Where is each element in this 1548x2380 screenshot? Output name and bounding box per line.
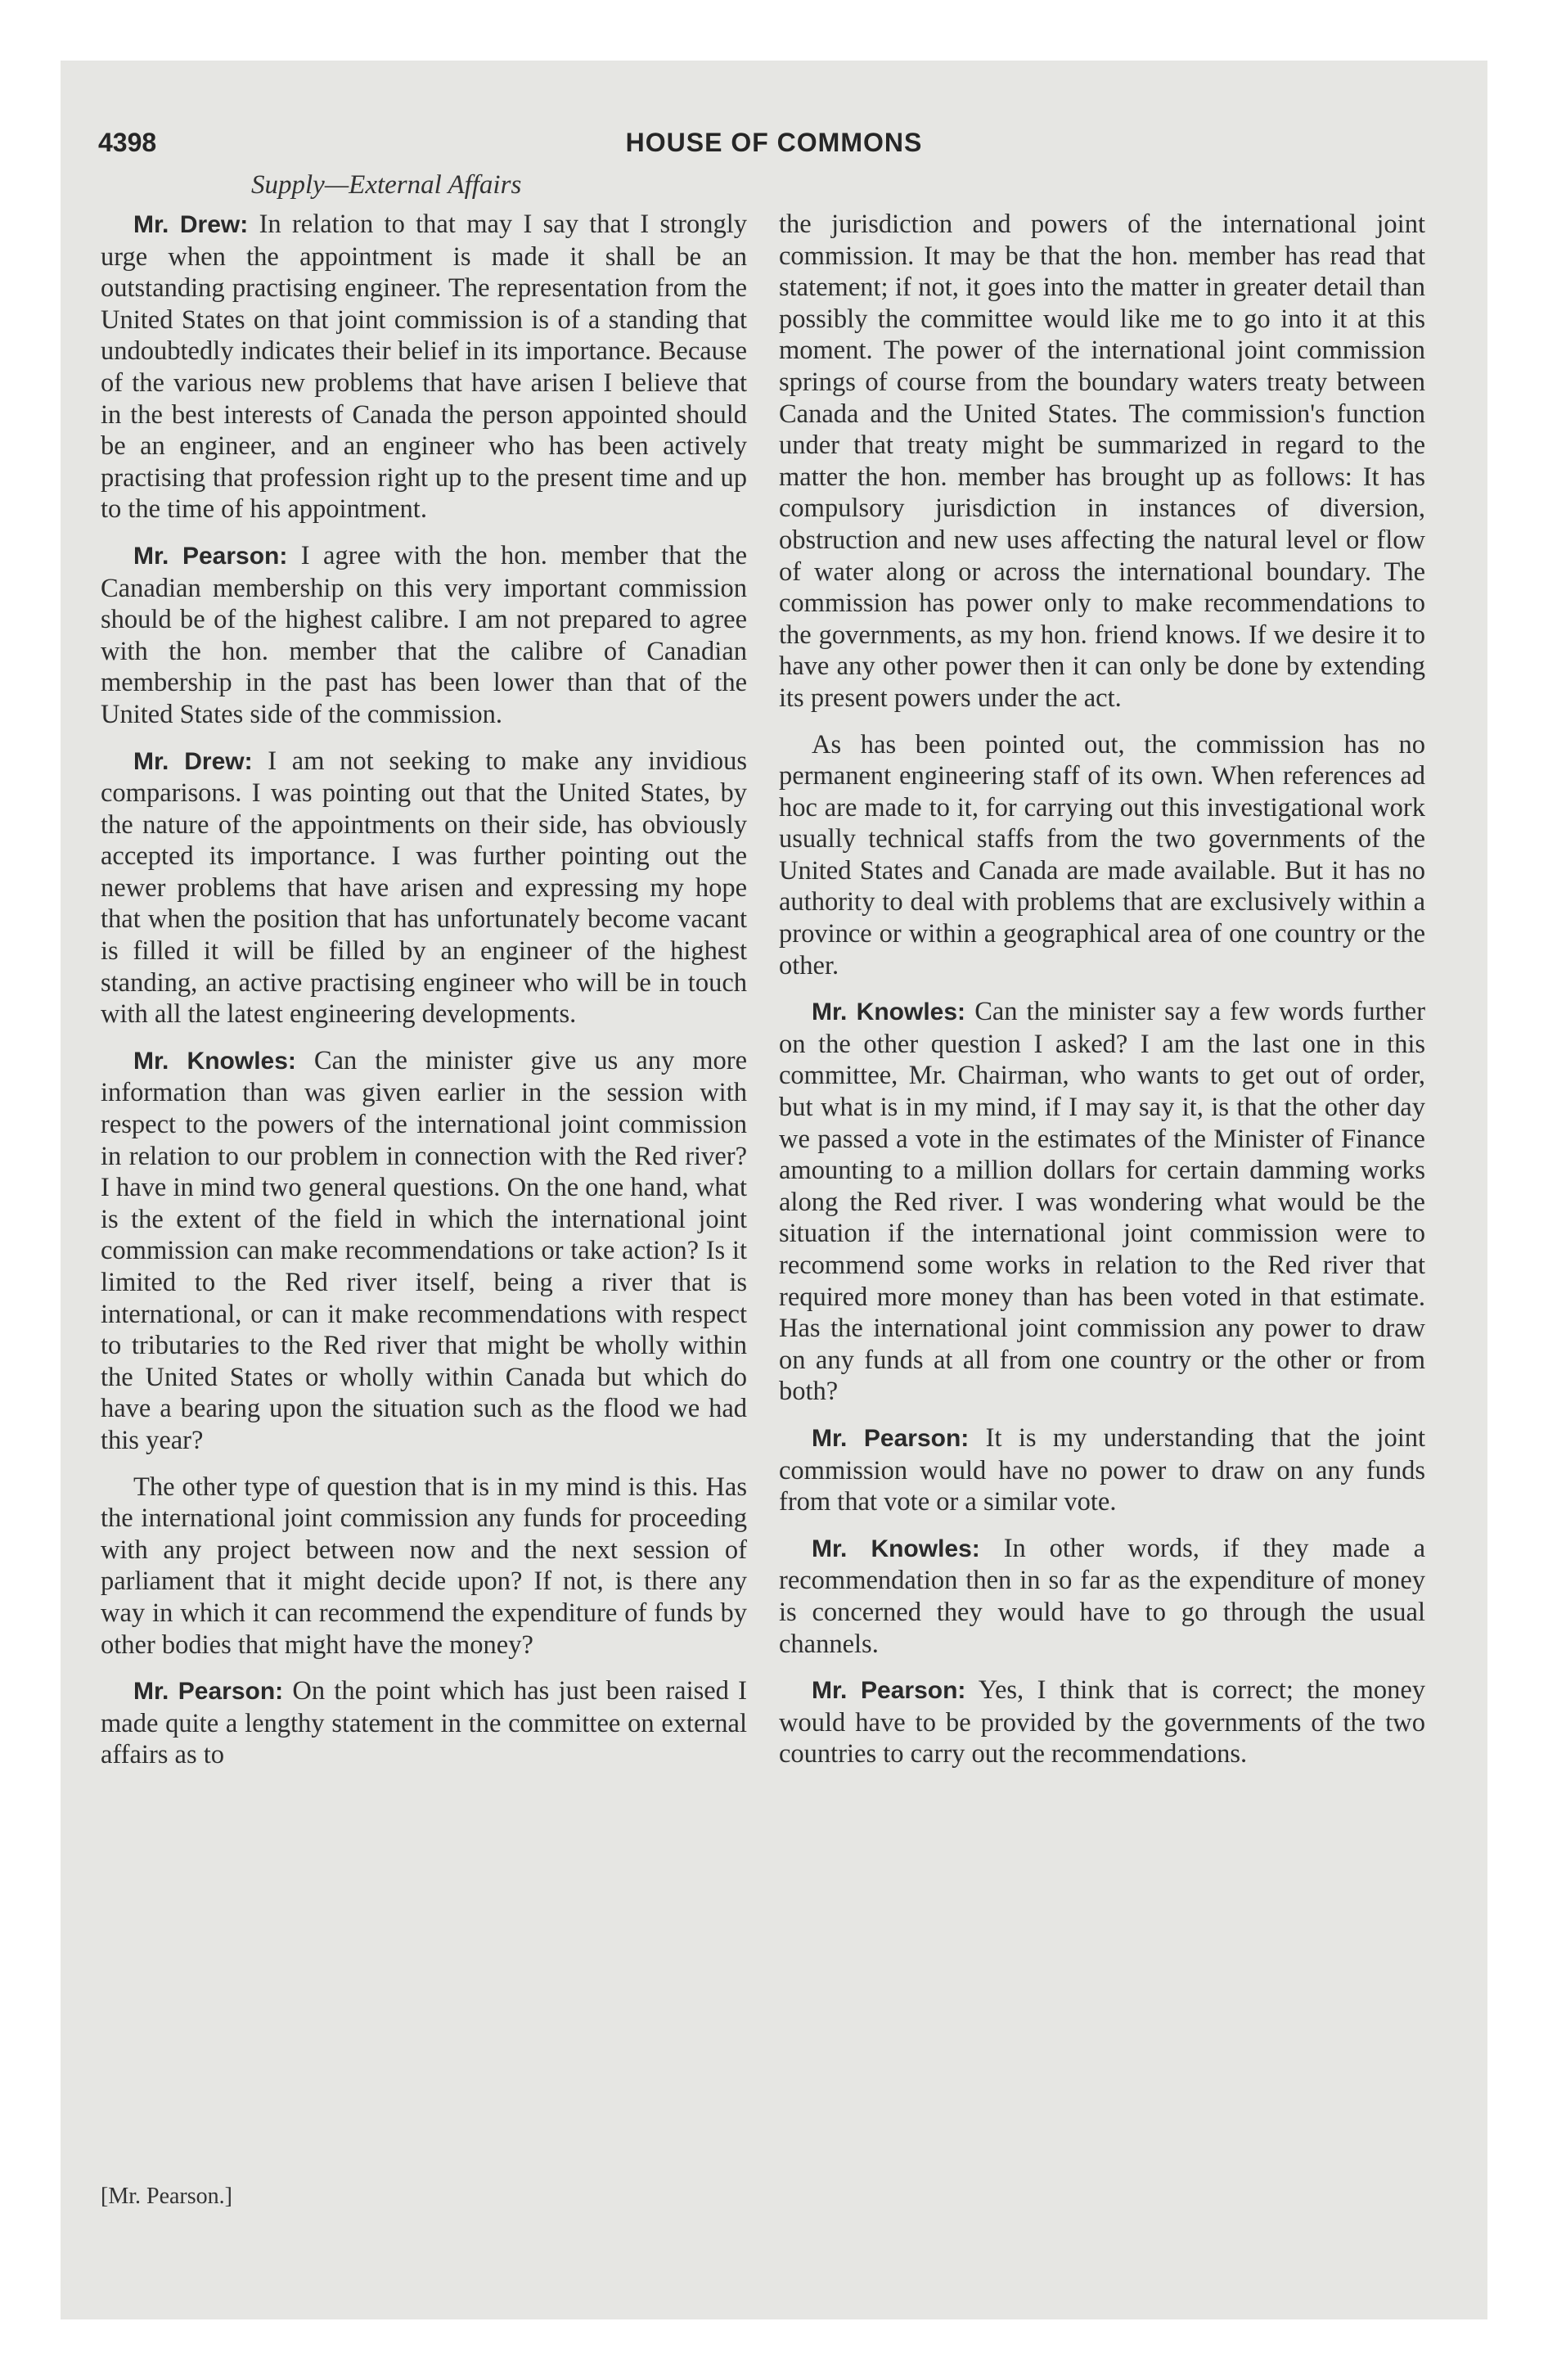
speech-paragraph [101,540,747,731]
speech-text: As has been pointed out, the commission has no permanent engineering staff of its own. When references ad hoc are made to it, for carrying out this investigational work usually technical staffs from the two governments of the United States and Canada are made available. But it has no authority to deal with problems that are exclusively within a province or within a geographical area of one country or the other. [779,729,1425,980]
speaker-name: Mr. Knowles: [133,1047,296,1075]
speech-text: Yes, I think that is correct; the money would have to be provided by the governments of the two countries to carry out the recommendations. [779,1675,1426,1769]
speech-paragraph [101,1675,747,1771]
left-column [101,209,747,1771]
speech-text: Can the minister say a few words further on the other question I asked? I am the last one in this committee, Mr. Chairman, who wants to get out of order, but what is in my mind, if I may say it, is that the other day we passed a vote in the estimates of the Minister of Finance amounting to a million dollars for certain damming works along the Red river. I was wondering what would be the situation if the international joint commission were to recommend some works in relation to the Red river that required more money than has been voted in that estimate. Has the international joint commission any power to draw on any funds at all from one country or the other or from both? [779,997,1426,1407]
speech-paragraph [101,1472,747,1661]
speech-paragraph [101,1045,747,1457]
speech-paragraph [779,1533,1425,1660]
speech-text: In other words, if they made a recommendation then in so far as the expenditure of money is concerned they would have to go through the usual channels. [779,1533,1426,1659]
speaker-name: Mr. Pearson: [812,1424,970,1452]
speech-paragraph [101,209,747,525]
speaker-name: Mr. Drew: [133,211,249,238]
footer-speaker-tag: [Mr. Pearson.] [101,2184,232,2209]
speaker-name: Mr. Drew: [133,747,253,775]
speaker-name: Mr. Knowles: [812,998,966,1026]
speech-paragraph [779,209,1425,714]
speaker-name: Mr. Pearson: [133,542,288,570]
speech-text: the jurisdiction and powers of the international joint commission. It may be that the hon. member has read that statement; if not, it goes into the matter in greater detail than possibly the committee would like me to go into it at this moment. The power of the international joint commission springs of course from the boundary waters treaty between Canada and the United States. The commission's function under that treaty might be summarized in regard to the matter the hon. member has brought up as follows: It has compulsory jurisdiction in instances of diversion, obstruction and new uses affecting the natural level or flow of water along or across the international boundary. The commission has power only to make recommendations to the governments, as my hon. friend knows. If we desire it to have any other power then it can only be done by extending its present powers under the act. [779,210,1425,713]
speech-text: Can the minister give us any more information than was given earlier in the session with respect to the powers of the international joint commission in relation to our problem in connection with the Red river? I have in mind two general questions. On the one hand, what is the extent of the field in which the international joint commission can make recommendations or take action? Is it limited to the Red river itself, being a river that is international, or can it make recommendations with respect to tributaries to the Red river that might be wholly within the United States or wholly within Canada but which do have a bearing upon the situation such as the flood we had this year? [101,1045,747,1455]
speech-paragraph [101,746,747,1030]
speech-text: I am not seeking to make any invidious comparisons. I was pointing out that the United States, by the nature of the appointments on their side, has obviously accepted its importance. I was further pointing out the newer problems that have arisen and expressing my hope that when the position that has unfortunately become vacant is filled it will be filled by an engineer of the highest standing, an active practising engineer who will be in touch with all the latest engineering developments. [101,746,747,1030]
speaker-name: Mr. Pearson: [812,1677,966,1705]
right-column [779,209,1425,1770]
speech-text: The other type of question that is in my mind is this. Has the international joint commission any funds for proceeding with any project between now and the next session of parliament that it might decide upon? If not, is there any way in which it can recommend the expenditure of funds by other bodies that might have the money? [101,1472,747,1660]
speech-paragraph [779,729,1425,982]
speaker-name: Mr. Pearson: [133,1678,284,1706]
speech-text: In relation to that may I say that I strongly urge when the appointment is made it shall be an outstanding practising engineer. The representation from the United States on that joint commission is of a standing that undoubtedly indicates their belief in its importance. Because of the various new problems that have arisen I believe that in the best interests of Canada the person appointed should be an engineer, and an engineer who has been actively practising that profession right up to the present time and up to the time of his appointment. [101,210,747,525]
speech-text: It is my understanding that the joint commission would have no power to draw on any funds from that vote or a similar vote. [779,1422,1426,1517]
section-subtitle: Supply—External Affairs [251,170,522,200]
speech-paragraph [779,1422,1425,1518]
speaker-name: Mr. Knowles: [812,1535,980,1562]
running-head-title: HOUSE OF COMMONS [625,128,923,157]
page-number: 4398 [98,128,157,157]
speech-text: I agree with the hon. member that the Canadian membership on this very important commission should be of the highest calibre. I am not prepared to agree with the hon. member that the calibre of Canadian membership in the past has been lower than that of the United States side of the commission. [101,540,748,729]
speech-paragraph [779,1675,1425,1770]
speech-text: On the point which has just been raised I made quite a lengthy statement in the committee on external affairs as to [101,1676,747,1770]
speech-paragraph [779,996,1425,1408]
